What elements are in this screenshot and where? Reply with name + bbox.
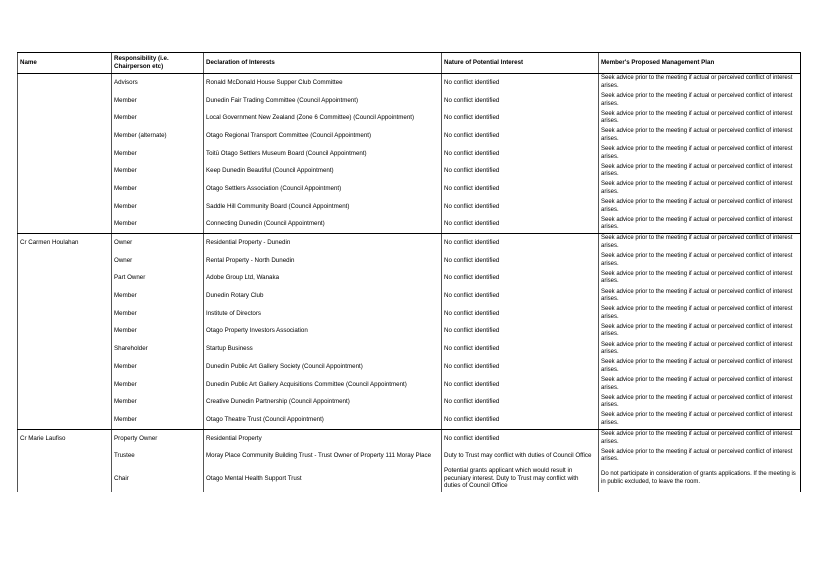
table-row	[18, 287, 801, 305]
cell-name	[18, 411, 112, 429]
table-row	[18, 270, 801, 288]
cell-name	[18, 145, 112, 163]
cell-name	[18, 358, 112, 376]
cell-declaration: Otago Property Investors Association	[204, 323, 442, 341]
table-row	[18, 323, 801, 341]
register-of-interests-table	[17, 52, 801, 492]
header-nature: Nature of Potential Interest	[442, 53, 599, 74]
cell-name	[18, 305, 112, 323]
cell-declaration: Rental Property - North Dunedin	[204, 252, 442, 270]
cell-responsibility: Member (alternate)	[112, 127, 204, 145]
cell-plan: Seek advice prior to the meeting if actual or perceived conflict of interest arises.	[599, 92, 801, 110]
cell-responsibility: Member	[112, 109, 204, 127]
cell-declaration: Otago Settlers Association (Council Appointment)	[204, 180, 442, 198]
cell-declaration: Otago Theatre Trust (Council Appointment)	[204, 411, 442, 429]
cell-plan: Seek advice prior to the meeting if actual or perceived conflict of interest arises.	[599, 234, 801, 252]
cell-nature: No conflict identified	[442, 198, 599, 216]
table-row	[18, 234, 801, 252]
cell-plan: Seek advice prior to the meeting if actual or perceived conflict of interest arises.	[599, 393, 801, 411]
cell-plan: Seek advice prior to the meeting if actual or perceived conflict of interest arises.	[599, 162, 801, 180]
table-row	[18, 216, 801, 234]
cell-declaration: Adobe Group Ltd, Wanaka	[204, 270, 442, 288]
cell-nature: No conflict identified	[442, 216, 599, 234]
table-row	[18, 109, 801, 127]
cell-name: Cr Carmen Houlahan	[18, 234, 112, 252]
cell-responsibility: Member	[112, 358, 204, 376]
cell-name	[18, 74, 112, 92]
cell-name	[18, 162, 112, 180]
cell-name	[18, 109, 112, 127]
cell-plan: Seek advice prior to the meeting if actual or perceived conflict of interest arises.	[599, 109, 801, 127]
cell-declaration: Dunedin Fair Trading Committee (Council Appointment)	[204, 92, 442, 110]
cell-name	[18, 180, 112, 198]
cell-nature: No conflict identified	[442, 270, 599, 288]
cell-declaration: Otago Regional Transport Committee (Council Appointment)	[204, 127, 442, 145]
cell-responsibility: Member	[112, 145, 204, 163]
cell-nature: No conflict identified	[442, 305, 599, 323]
cell-plan: Seek advice prior to the meeting if actual or perceived conflict of interest arises.	[599, 180, 801, 198]
cell-nature: No conflict identified	[442, 376, 599, 394]
cell-declaration: Local Government New Zealand (Zone 6 Committee) (Council Appointment)	[204, 109, 442, 127]
table-row	[18, 411, 801, 429]
cell-nature: No conflict identified	[442, 323, 599, 341]
table-row	[18, 180, 801, 198]
table-row	[18, 376, 801, 394]
cell-responsibility: Member	[112, 92, 204, 110]
cell-plan: Seek advice prior to the meeting if actual or perceived conflict of interest arises.	[599, 287, 801, 305]
cell-responsibility: Member	[112, 305, 204, 323]
cell-declaration: Dunedin Public Art Gallery Society (Council Appointment)	[204, 358, 442, 376]
cell-plan: Seek advice prior to the meeting if actual or perceived conflict of interest arises.	[599, 270, 801, 288]
cell-plan: Seek advice prior to the meeting if actual or perceived conflict of interest arises.	[599, 429, 801, 447]
cell-plan: Seek advice prior to the meeting if actual or perceived conflict of interest arises.	[599, 358, 801, 376]
table-row	[18, 127, 801, 145]
cell-responsibility: Owner	[112, 234, 204, 252]
cell-responsibility: Member	[112, 198, 204, 216]
cell-declaration: Keep Dunedin Beautiful (Council Appointment)	[204, 162, 442, 180]
cell-responsibility: Member	[112, 393, 204, 411]
cell-plan: Do not participate in consideration of grants applications. If the meeting is in public excluded, to leave the room.	[599, 465, 801, 492]
cell-name	[18, 127, 112, 145]
header-name: Name	[18, 53, 112, 74]
cell-nature: No conflict identified	[442, 74, 599, 92]
cell-plan: Seek advice prior to the meeting if actual or perceived conflict of interest arises.	[599, 411, 801, 429]
cell-plan: Seek advice prior to the meeting if actual or perceived conflict of interest arises.	[599, 145, 801, 163]
table-row	[18, 429, 801, 447]
cell-responsibility: Chair	[112, 465, 204, 492]
cell-nature: No conflict identified	[442, 252, 599, 270]
table-row	[18, 358, 801, 376]
cell-plan: Seek advice prior to the meeting if actual or perceived conflict of interest arises.	[599, 447, 801, 465]
cell-responsibility: Trustee	[112, 447, 204, 465]
header-responsibility: Responsibility (i.e. Chairperson etc)	[112, 53, 204, 74]
cell-plan: Seek advice prior to the meeting if actual or perceived conflict of interest arises.	[599, 74, 801, 92]
table-row	[18, 145, 801, 163]
table-row	[18, 92, 801, 110]
cell-declaration: Otago Mental Health Support Trust	[204, 465, 442, 492]
cell-plan: Seek advice prior to the meeting if actual or perceived conflict of interest arises.	[599, 376, 801, 394]
cell-name	[18, 340, 112, 358]
cell-nature: No conflict identified	[442, 127, 599, 145]
cell-responsibility: Owner	[112, 252, 204, 270]
cell-name: Cr Marie Laufiso	[18, 429, 112, 447]
cell-name	[18, 287, 112, 305]
table-row	[18, 393, 801, 411]
cell-declaration: Moray Place Community Building Trust - Trust Owner of Property 111 Moray Place	[204, 447, 442, 465]
cell-name	[18, 376, 112, 394]
cell-nature: No conflict identified	[442, 393, 599, 411]
cell-plan: Seek advice prior to the meeting if actual or perceived conflict of interest arises.	[599, 216, 801, 234]
cell-declaration: Toitū Otago Settlers Museum Board (Council Appointment)	[204, 145, 442, 163]
header-row	[18, 53, 801, 74]
cell-nature: No conflict identified	[442, 429, 599, 447]
cell-declaration: Creative Dunedin Partnership (Council Appointment)	[204, 393, 442, 411]
cell-responsibility: Member	[112, 323, 204, 341]
cell-nature: No conflict identified	[442, 145, 599, 163]
table-row	[18, 198, 801, 216]
cell-nature: Potential grants applicant which would result in pecuniary interest. Duty to Trust may conflict with duties of Council Office	[442, 465, 599, 492]
cell-nature: No conflict identified	[442, 358, 599, 376]
cell-responsibility: Property Owner	[112, 429, 204, 447]
table-row	[18, 305, 801, 323]
cell-nature: No conflict identified	[442, 234, 599, 252]
table-row	[18, 447, 801, 465]
header-plan: Member's Proposed Management Plan	[599, 53, 801, 74]
cell-responsibility: Member	[112, 216, 204, 234]
cell-responsibility: Shareholder	[112, 340, 204, 358]
cell-declaration: Residential Property	[204, 429, 442, 447]
cell-name	[18, 270, 112, 288]
cell-responsibility: Member	[112, 376, 204, 394]
cell-name	[18, 447, 112, 465]
cell-declaration: Saddle Hill Community Board (Council Appointment)	[204, 198, 442, 216]
table-row	[18, 162, 801, 180]
cell-plan: Seek advice prior to the meeting if actual or perceived conflict of interest arises.	[599, 340, 801, 358]
cell-declaration: Residential Property - Dunedin	[204, 234, 442, 252]
cell-nature: No conflict identified	[442, 109, 599, 127]
cell-declaration: Ronald McDonald House Supper Club Committee	[204, 74, 442, 92]
cell-plan: Seek advice prior to the meeting if actual or perceived conflict of interest arises.	[599, 305, 801, 323]
cell-nature: No conflict identified	[442, 411, 599, 429]
cell-plan: Seek advice prior to the meeting if actual or perceived conflict of interest arises.	[599, 252, 801, 270]
cell-nature: No conflict identified	[442, 92, 599, 110]
table-row	[18, 465, 801, 492]
cell-plan: Seek advice prior to the meeting if actual or perceived conflict of interest arises.	[599, 323, 801, 341]
cell-nature: No conflict identified	[442, 340, 599, 358]
cell-declaration: Dunedin Public Art Gallery Acquisitions Committee (Council Appointment)	[204, 376, 442, 394]
cell-nature: Duty to Trust may conflict with duties of Council Office	[442, 447, 599, 465]
cell-name	[18, 198, 112, 216]
cell-declaration: Connecting Dunedin (Council Appointment)	[204, 216, 442, 234]
cell-declaration: Dunedin Rotary Club	[204, 287, 442, 305]
cell-name	[18, 92, 112, 110]
cell-declaration: Startup Business	[204, 340, 442, 358]
cell-nature: No conflict identified	[442, 287, 599, 305]
header-declaration: Declaration of Interests	[204, 53, 442, 74]
cell-name	[18, 393, 112, 411]
cell-responsibility: Part Owner	[112, 270, 204, 288]
cell-name	[18, 465, 112, 492]
cell-responsibility: Member	[112, 287, 204, 305]
cell-name	[18, 216, 112, 234]
cell-responsibility: Member	[112, 411, 204, 429]
cell-declaration: Institute of Directors	[204, 305, 442, 323]
table-row	[18, 252, 801, 270]
cell-plan: Seek advice prior to the meeting if actual or perceived conflict of interest arises.	[599, 198, 801, 216]
cell-nature: No conflict identified	[442, 180, 599, 198]
cell-plan: Seek advice prior to the meeting if actual or perceived conflict of interest arises.	[599, 127, 801, 145]
cell-responsibility: Member	[112, 162, 204, 180]
cell-name	[18, 323, 112, 341]
cell-nature: No conflict identified	[442, 162, 599, 180]
cell-name	[18, 252, 112, 270]
cell-responsibility: Member	[112, 180, 204, 198]
cell-responsibility: Advisors	[112, 74, 204, 92]
table-row	[18, 340, 801, 358]
table-row	[18, 74, 801, 92]
